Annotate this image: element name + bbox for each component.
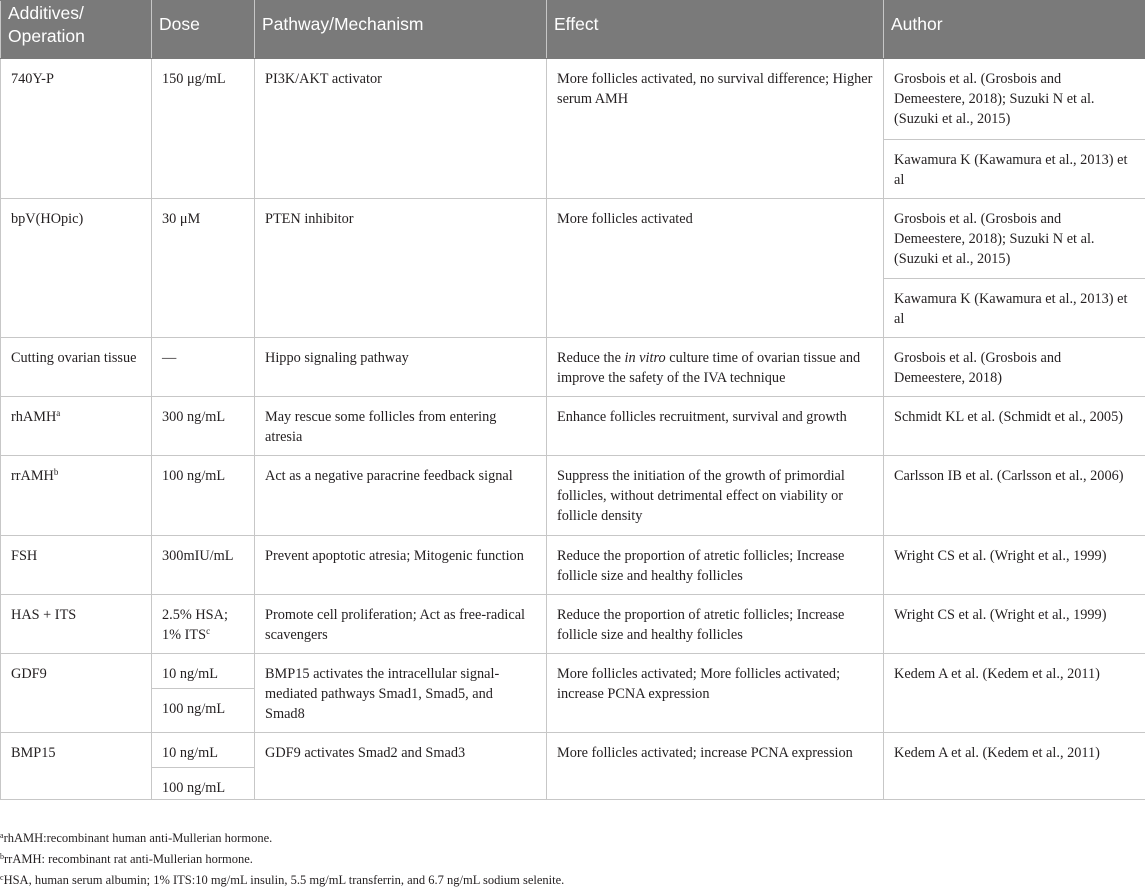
cell-dose bbox=[152, 595, 255, 654]
cell-dose: 10 ng/mL bbox=[152, 654, 255, 689]
cell-effect: Enhance follicles recruitment, survival and growth bbox=[547, 397, 884, 456]
cell-pathway: PTEN inhibitor bbox=[255, 199, 547, 338]
dose-text: 1% ITS bbox=[162, 627, 207, 643]
cell-effect: Suppress the initiation of the growth of primordial follicles, without detrimental effect on viability or follicle density bbox=[547, 456, 884, 536]
footnote-marker: c bbox=[206, 626, 211, 636]
cell-dose: 150 μg/mL bbox=[152, 59, 255, 199]
table-row bbox=[1, 536, 1145, 595]
footnote-marker: b bbox=[0, 852, 4, 861]
table-row bbox=[1, 59, 1145, 140]
header-dose: Dose bbox=[152, 1, 255, 59]
cell-dose: 100 ng/mL bbox=[152, 768, 255, 800]
header-effect: Effect bbox=[547, 1, 884, 59]
cell-author: Kawamura K (Kawamura et al., 2013) et al bbox=[884, 279, 1145, 338]
cell-additive: GDF9 bbox=[1, 654, 152, 733]
cell-dose: 300mIU/mL bbox=[152, 536, 255, 595]
table-row bbox=[1, 338, 1145, 397]
table-row bbox=[1, 199, 1145, 279]
header-author: Author bbox=[884, 1, 1145, 59]
dose-text: 2.5% HSA; bbox=[162, 607, 228, 623]
cell-additive: 740Y-P bbox=[1, 59, 152, 199]
cell-author: Schmidt KL et al. (Schmidt et al., 2005) bbox=[884, 397, 1145, 456]
effect-italic-text: in vitro bbox=[624, 350, 666, 366]
additive-text: rhAMH bbox=[11, 409, 57, 425]
cell-additive: Cutting ovarian tissue bbox=[1, 338, 152, 397]
header-row bbox=[1, 1, 1145, 59]
cell-pathway: PI3K/AKT activator bbox=[255, 59, 547, 199]
cell-dose: 100 ng/mL bbox=[152, 689, 255, 733]
effect-text: culture time of ovarian tissue and improve the safety of the IVA technique bbox=[557, 350, 861, 386]
footnote-b bbox=[0, 851, 253, 867]
additive-text: rrAMH bbox=[11, 468, 54, 484]
cell-dose: 30 μM bbox=[152, 199, 255, 338]
table-row bbox=[1, 733, 1145, 768]
table-row bbox=[1, 397, 1145, 456]
cell-dose: 100 ng/mL bbox=[152, 456, 255, 536]
header-pathway: Pathway/Mechanism bbox=[255, 1, 547, 59]
cell-effect: Reduce the proportion of atretic follicles; Increase follicle size and healthy follicles bbox=[547, 595, 884, 654]
cell-author: Grosbois et al. (Grosbois and Demeestere, 2018); Suzuki N et al. (Suzuki et al., 2015) bbox=[884, 199, 1145, 279]
cell-effect: More follicles activated, no survival difference; Higher serum AMH bbox=[547, 59, 884, 199]
footnote-c bbox=[0, 872, 564, 888]
effect-text: Reduce the bbox=[557, 350, 625, 366]
cell-additive: HAS + ITS bbox=[1, 595, 152, 654]
cell-author: Grosbois et al. (Grosbois and Demeestere, 2018) bbox=[884, 338, 1145, 397]
cell-additive: bpV(HOpic) bbox=[1, 199, 152, 338]
cell-author: Kedem A et al. (Kedem et al., 2011) bbox=[884, 733, 1145, 800]
table-row bbox=[1, 456, 1145, 536]
cell-pathway: May rescue some follicles from entering atresia bbox=[255, 397, 547, 456]
header-additives: Additives/ Operation bbox=[1, 1, 152, 59]
cell-dose: 300 ng/mL bbox=[152, 397, 255, 456]
footnote-text: HSA, human serum albumin; 1% ITS:10 mg/mL insulin, 5.5 mg/mL transferrin, and 6.7 ng/mL sodium selenite. bbox=[3, 873, 565, 887]
cell-pathway: Prevent apoptotic atresia; Mitogenic function bbox=[255, 536, 547, 595]
cell-author: Grosbois et al. (Grosbois and Demeestere, 2018); Suzuki N et al. (Suzuki et al., 2015) bbox=[884, 59, 1145, 140]
cell-author: Carlsson IB et al. (Carlsson et al., 2006) bbox=[884, 456, 1145, 536]
footnote-marker: a bbox=[56, 408, 61, 418]
footnote-marker: a bbox=[0, 831, 4, 840]
cell-effect: More follicles activated; More follicles activated; increase PCNA expression bbox=[547, 654, 884, 733]
footnote-text: rhAMH:recombinant human anti-Mullerian hormone. bbox=[3, 831, 273, 845]
cell-additive bbox=[1, 456, 152, 536]
cell-effect: More follicles activated; increase PCNA expression bbox=[547, 733, 884, 800]
footnote-marker: b bbox=[53, 467, 59, 477]
table-row bbox=[1, 595, 1145, 654]
cell-dose: — bbox=[152, 338, 255, 397]
cell-pathway: GDF9 activates Smad2 and Smad3 bbox=[255, 733, 547, 800]
footnote-a bbox=[0, 830, 272, 846]
cell-additive: FSH bbox=[1, 536, 152, 595]
cell-additive: BMP15 bbox=[1, 733, 152, 800]
cell-pathway: BMP15 activates the intracellular signal-mediated pathways Smad1, Smad5, and Smad8 bbox=[255, 654, 547, 733]
cell-author: Kawamura K (Kawamura et al., 2013) et al bbox=[884, 140, 1145, 199]
cell-pathway: Act as a negative paracrine feedback signal bbox=[255, 456, 547, 536]
cell-author: Wright CS et al. (Wright et al., 1999) bbox=[884, 595, 1145, 654]
cell-additive bbox=[1, 397, 152, 456]
cell-dose: 10 ng/mL bbox=[152, 733, 255, 768]
footnote-marker: c bbox=[0, 873, 4, 882]
cell-pathway: Promote cell proliferation; Act as free-radical scavengers bbox=[255, 595, 547, 654]
table-row bbox=[1, 654, 1145, 689]
cell-pathway: Hippo signaling pathway bbox=[255, 338, 547, 397]
cell-author: Kedem A et al. (Kedem et al., 2011) bbox=[884, 654, 1145, 733]
cell-author: Wright CS et al. (Wright et al., 1999) bbox=[884, 536, 1145, 595]
cell-effect: Reduce the proportion of atretic follicles; Increase follicle size and healthy follicles bbox=[547, 536, 884, 595]
cell-effect bbox=[547, 338, 884, 397]
cell-effect: More follicles activated bbox=[547, 199, 884, 338]
footnote-text: rrAMH: recombinant rat anti-Mullerian hormone. bbox=[4, 852, 253, 866]
